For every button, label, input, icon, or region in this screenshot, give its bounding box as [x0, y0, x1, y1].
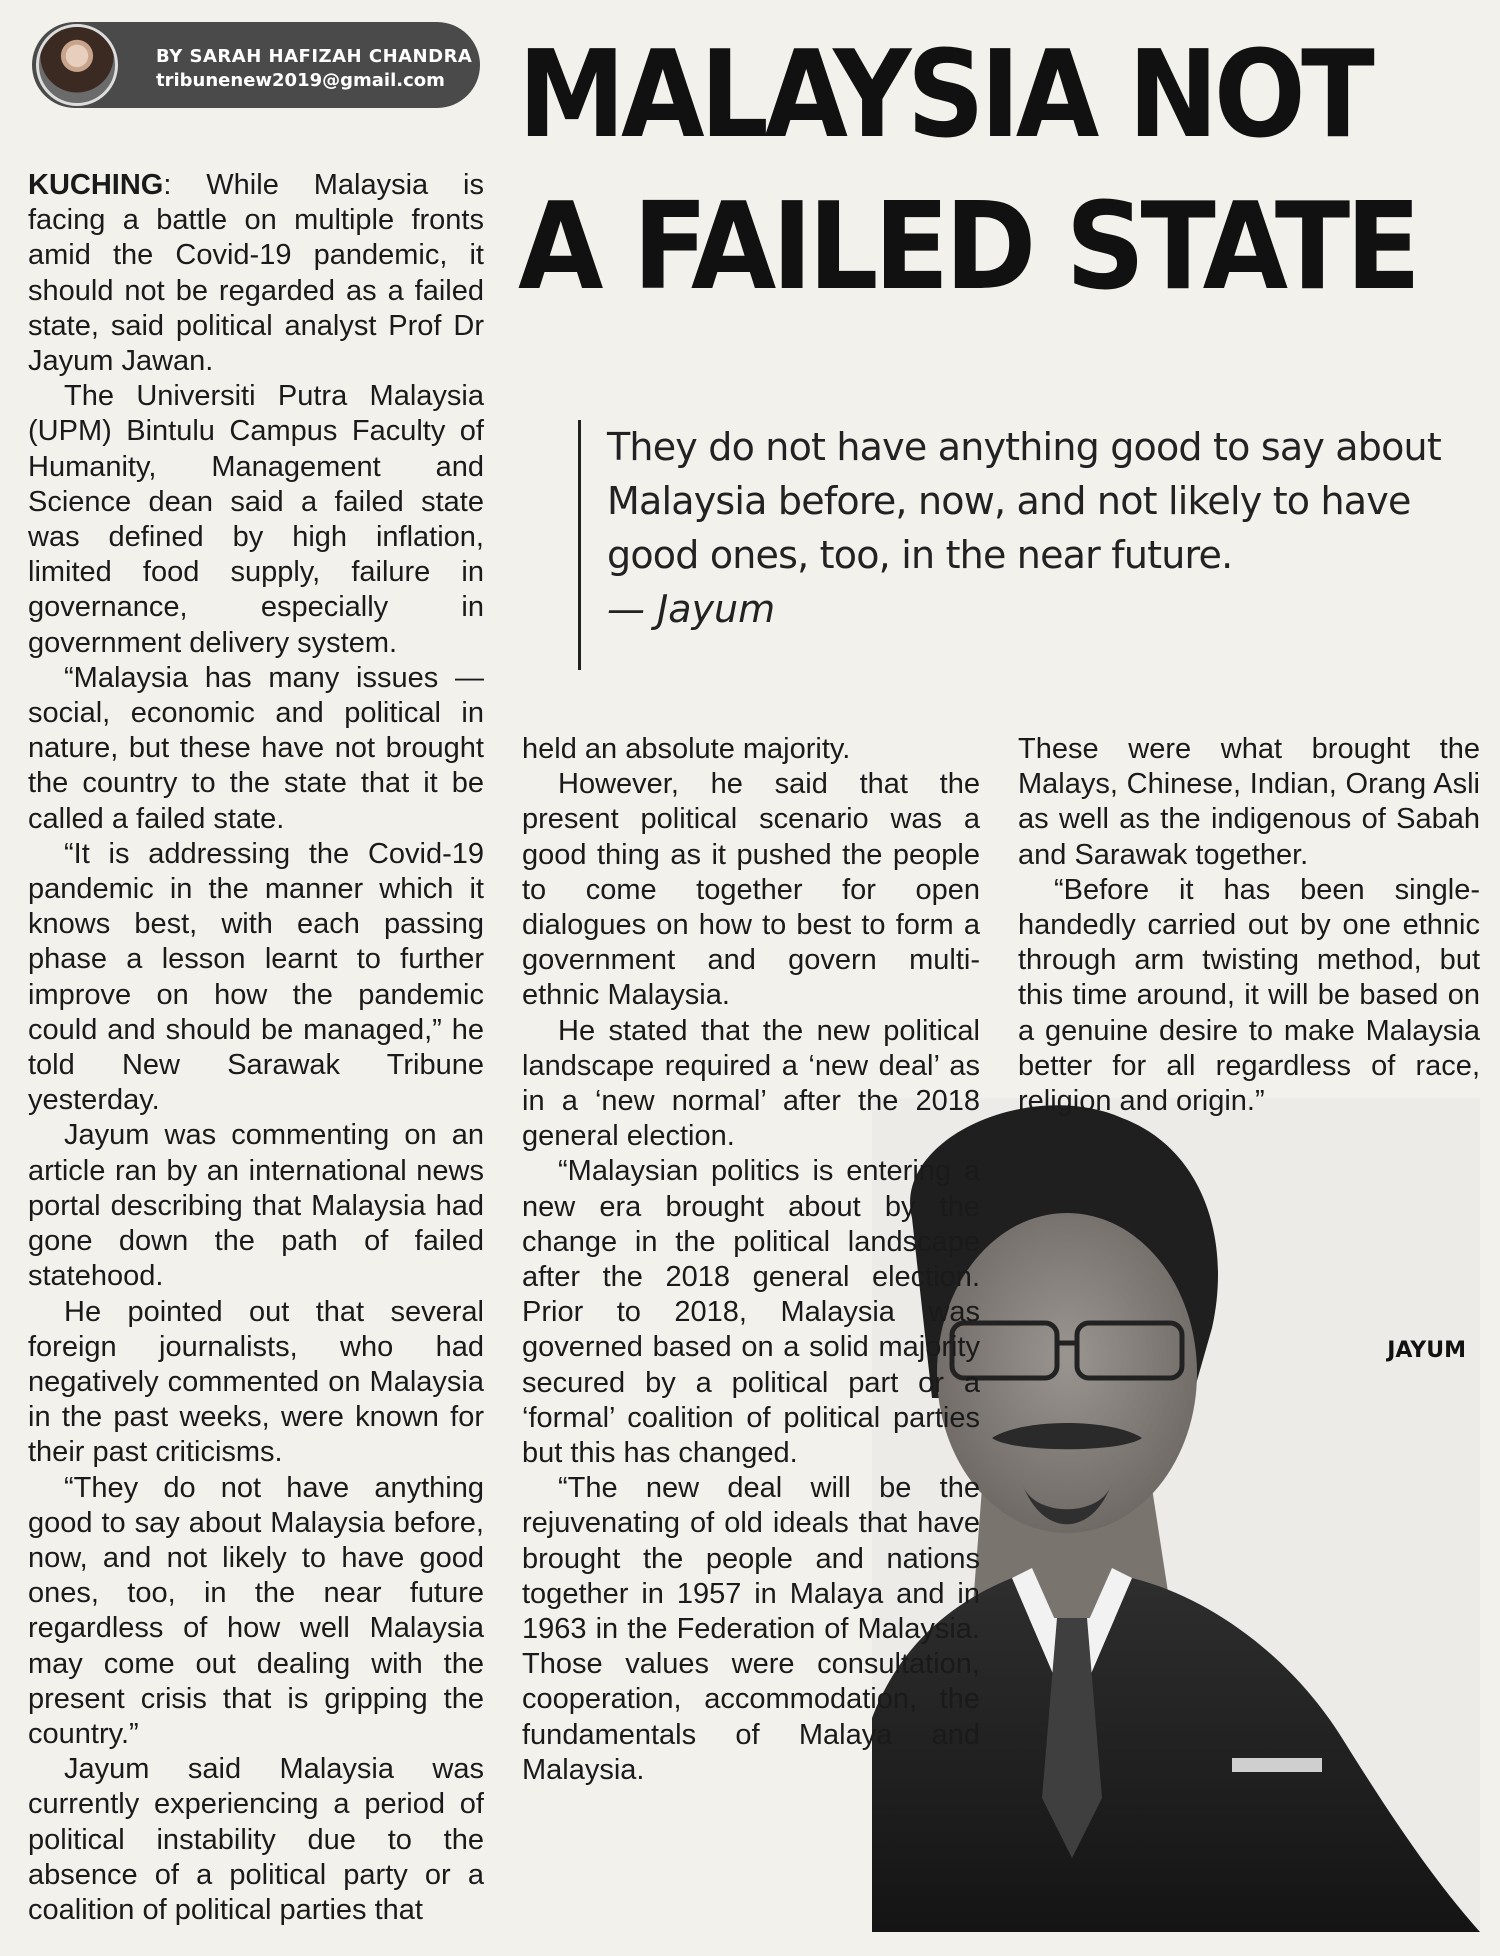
byline-email: tribunenew2019@gmail.com — [156, 70, 445, 91]
paragraph: However, he said that the present political scenario was a good thing as it pushed the people to come together for open dialogues on how to best to form a government and govern multi-ethnic Malaysia. — [522, 768, 980, 1012]
paragraph: These were what brought the Malays, Chinese, Indian, Orang Asli as well as the indigenous of Sabah and Sarawak together. — [1018, 733, 1480, 871]
paragraph: held an absolute majority. — [522, 733, 851, 765]
headline-line-1: MALAYSIA NOT — [518, 26, 1371, 165]
byline-badge — [32, 22, 480, 108]
headline-line-2: A FAILED STATE — [518, 178, 1417, 317]
byline-author: BY SARAH HAFIZAH CHANDRA — [156, 46, 473, 67]
paragraph: “The new deal will be the rejuvenating of old ideals that have brought the people and nations together in 1957 in Malaya and in 1963 in the Federation of Malaysia. Those values were consultation, cooperation, accommodation, the fundamentals of Malaya and Malaysia. — [522, 1472, 980, 1786]
paragraph: Jayum was commenting on an article ran by an international news portal describing that Malaysia had gone down the path of failed statehood. — [28, 1119, 484, 1293]
paragraph: “They do not have anything good to say about Malaysia before, now, and not likely to have good ones, too, in the near future regardless of how well Malaysia may come out dealing with the present crisis that is gripping the country.” — [28, 1471, 484, 1750]
paragraph: The Universiti Putra Malaysia (UPM) Bintulu Campus Faculty of Humanity, Management and Science dean said a failed state was defined by high inflation, limited food supply, failure in governance, especially in government delivery system. — [28, 380, 484, 659]
paragraph: He stated that the new political landscape required a ‘new deal’ as in a ‘new normal’ after the 2018 general election. — [522, 1014, 980, 1153]
paragraph: He pointed out that several foreign journalists, who had negatively commented on Malaysia in the past weeks, were known for their past criticisms. — [28, 1295, 484, 1469]
pull-quote — [578, 420, 1458, 670]
pull-quote-text: They do not have anything good to say about Malaysia before, now, and not likely to have good ones, too, in the near future. — [607, 425, 1441, 577]
article-column-2 — [522, 732, 980, 1788]
paragraph-text: : While Malaysia is facing a battle on multiple fronts amid the Covid-19 pandemic, it should not be regarded as a failed state, said political analyst Prof Dr Jayum Jawan. — [28, 169, 484, 378]
article-column-1 — [28, 168, 484, 1928]
paragraph: Jayum said Malaysia was currently experiencing a period of political instability due to the absence of a political party or a coalition of political parties that — [28, 1753, 484, 1926]
paragraph: “Before it has been single-handedly carried out by one ethnic through arm twisting method, but this time around, it will be based on a genuine desire to make Malaysia better for all regardless of race, religion and origin.” — [1018, 873, 1480, 1118]
paragraph: “Malaysian politics is entering a new era brought about by the change in the political landscape after the 2018 general election. Prior to 2018, Malaysia was governed based on a solid majority secured by a political part or a ‘formal’ coalition of political parties but this has changed. — [522, 1155, 980, 1470]
paragraph: “It is addressing the Covid-19 pandemic in the manner which it knows best, with each passing phase a lesson learnt to further improve on how the pandemic could and should be managed,” he told New Sarawak Tribune yesterday. — [28, 837, 484, 1117]
author-avatar — [36, 24, 118, 106]
article-column-3 — [1018, 732, 1480, 1119]
dateline: KUCHING — [28, 169, 164, 201]
pull-quote-attribution: — Jayum — [607, 587, 776, 631]
photo-caption: JAYUM — [1387, 1338, 1466, 1363]
paragraph — [28, 168, 484, 379]
paragraph: “Malaysia has many issues — social, economic and political in nature, but these have not brought the country to the state that it be called a failed state. — [28, 661, 484, 835]
